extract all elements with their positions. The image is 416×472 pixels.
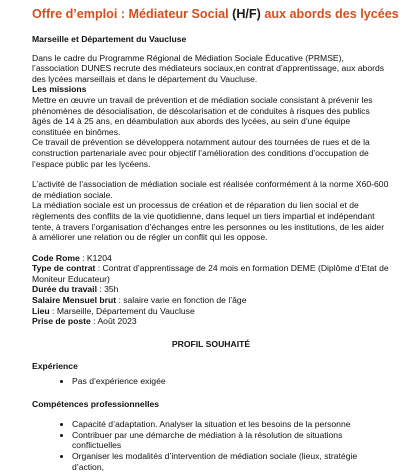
intro-paragraph: Dans le cadre du Programme Régional de Médiation Sociale Éducative (PRMSE), l’association DUNES recrute des médiateurs sociaux,en contrat d’apprentissage, aux abords des lycées marseillais et dans le département du Vaucluse. bbox=[32, 52, 385, 84]
title-main: Offre d’emploi : Médiateur Social bbox=[32, 7, 233, 21]
missions-heading: Les missions bbox=[32, 84, 87, 95]
competences-heading: Compétences professionnelles bbox=[32, 398, 160, 409]
profile-heading: PROFIL SOUHAITÉ bbox=[171, 338, 251, 349]
field-salary: Salaire Mensuel brut : salaire varie en fonction de l’âge bbox=[32, 295, 247, 306]
activity-paragraph: L’activité de l’association de médiation sociale est réalisée conformément à la norme X60-600 de médiation sociale. bbox=[32, 179, 389, 200]
field-contract-type: Type de contrat : Contrat d’apprentissage de 24 mois en formation DEME (Diplôme d’Etat de Moniteur Educateur) bbox=[32, 263, 389, 284]
title-rest: aux abords des lycées bbox=[260, 7, 399, 21]
job-details bbox=[32, 253, 390, 327]
field-start-date: Prise de poste : Août 2023 bbox=[32, 316, 137, 327]
field-location: Lieu : Marseille, Département du Vaucluse bbox=[32, 305, 195, 316]
list-item: • Contribuer par une démarche de médiation à la résolution de situations conflictuelles bbox=[72, 430, 390, 451]
missions-paragraph-1: Mettre en œuvre un travail de prévention et de médiation sociale consistant à prévenir les phénomènes de désocialisation, de déscolarisation et de conduites à risques des publics âgés de 14 à 25 ans, en déambulation aux abords des lycées, au sein d’une équipe constituée en binômes. bbox=[32, 94, 373, 137]
missions-paragraph-2: Ce travail de prévention se développera notamment autour des tournées de rues et de la construction partenariale avec pour objectif l’amélioration des conditions d’occupation de l’espace public par les lycéens. bbox=[32, 137, 370, 169]
definition-paragraph: La médiation sociale est un processus de création et de réparation du lien social et de règlements des conflits de la vie quotidienne, dans lequel un tiers impartial et indépendant tente, à travers l’organisation d’échanges entre les personnes ou les institutions, de les aider à améliorer une relation ou de régler un conflit qui les oppose. bbox=[32, 200, 385, 243]
field-code-rome: Code Rome : K1204 bbox=[32, 252, 112, 263]
field-work-duration: Durée du travail : 35h bbox=[32, 284, 119, 295]
title-gender: (H/F) bbox=[232, 7, 261, 21]
list-item: • Pas d’expérience exigée bbox=[72, 376, 390, 387]
location-heading: Marseille et Département du Vaucluse bbox=[32, 34, 187, 44]
experience-heading: Expérience bbox=[32, 361, 78, 372]
competences-list bbox=[32, 419, 390, 472]
experience-list bbox=[32, 376, 390, 387]
page-title bbox=[32, 6, 399, 22]
list-item: • Capacité d’adaptation. Analyser la situation et les besoins de la personne bbox=[72, 419, 390, 430]
list-item: • Organiser les modalités d’intervention de médiation sociale (lieux, stratégie d’action, bbox=[72, 451, 390, 472]
